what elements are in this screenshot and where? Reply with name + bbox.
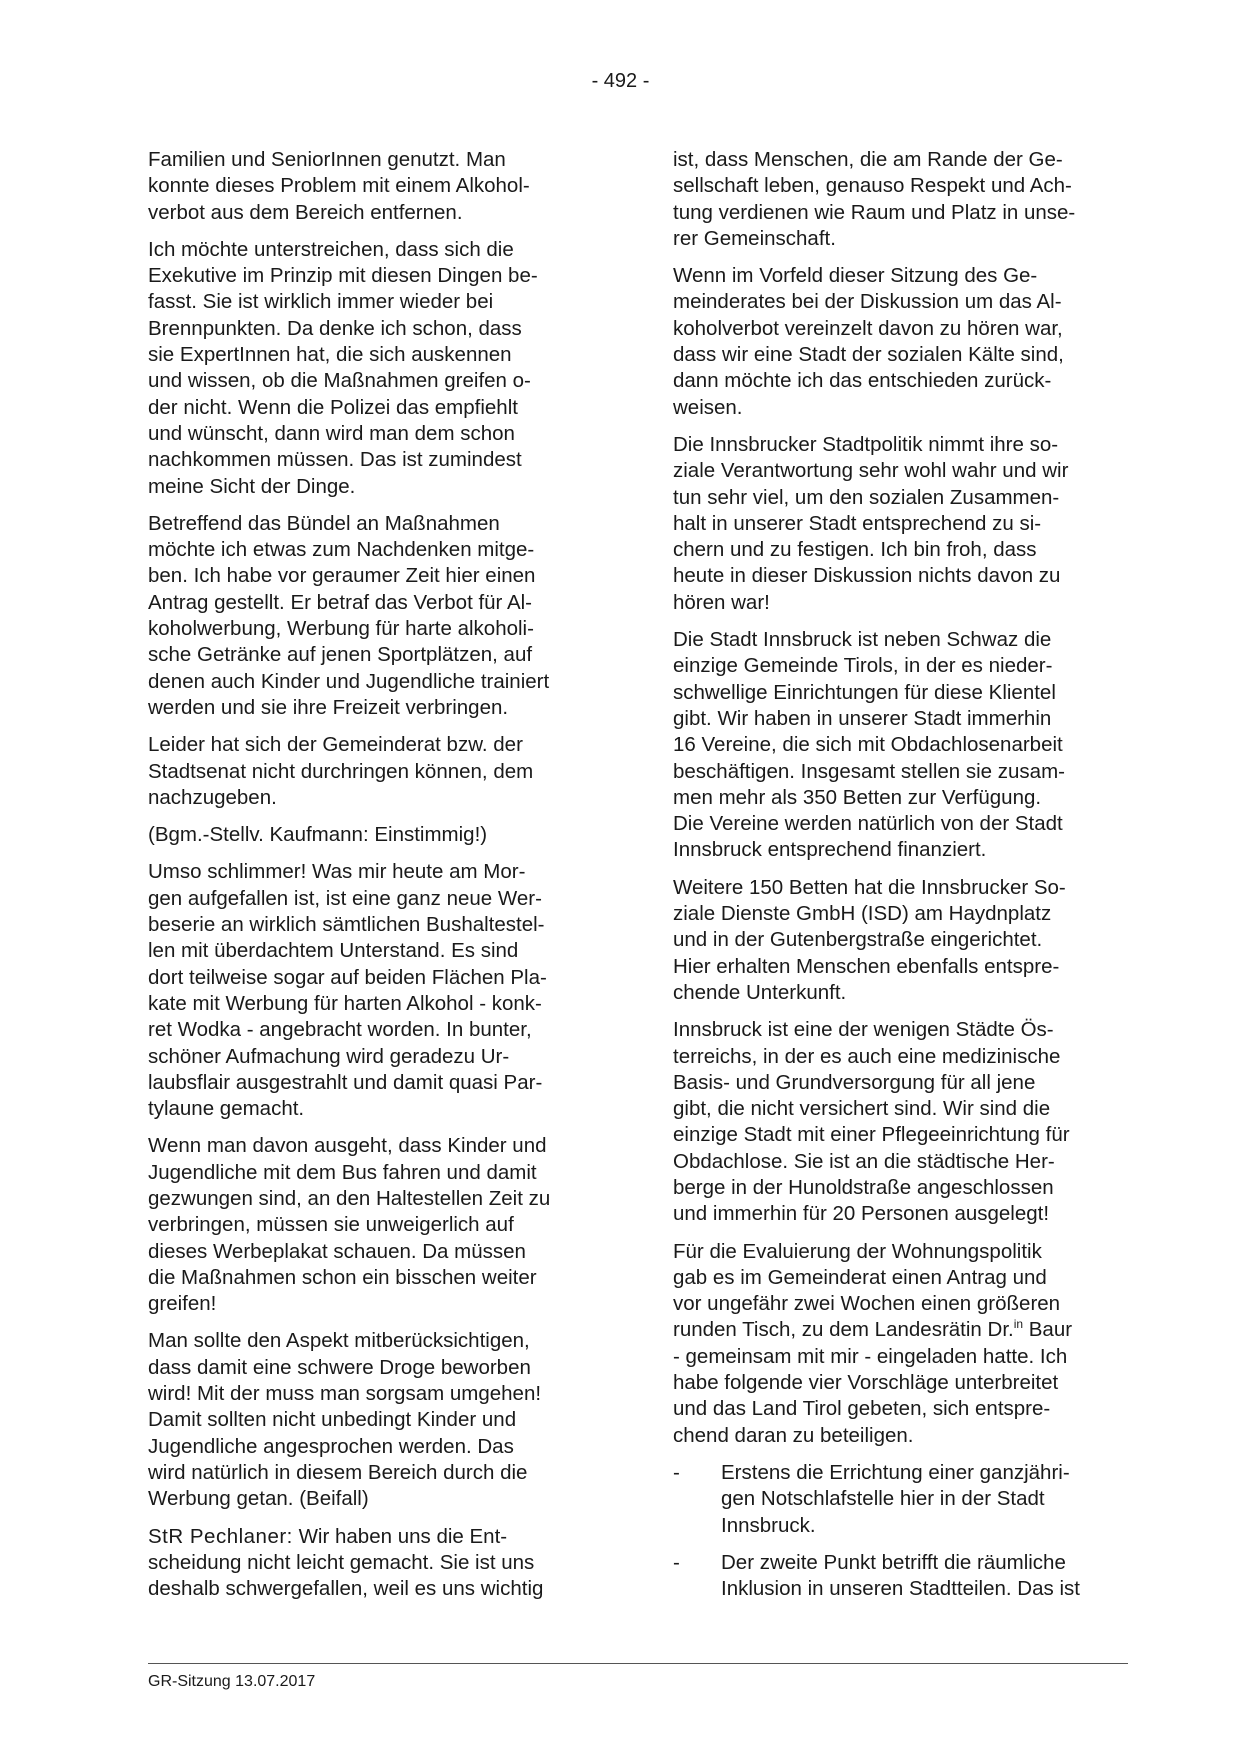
text-line: gibt, die nicht versichert sind. Wir sind die xyxy=(673,1097,1051,1121)
text-line: hören war! xyxy=(673,590,770,614)
text-line: Die Innsbrucker Stadtpolitik nimmt ihre so- xyxy=(673,432,1059,456)
text-line: konnte dieses Problem mit einem Alkohol- xyxy=(148,174,530,198)
text-line: Basis- und Grundversorgung für all jene xyxy=(673,1070,1036,1094)
text-line: Innsbruck entsprechend finanziert. xyxy=(673,838,987,862)
paragraph xyxy=(148,511,600,721)
text-line: greifen! xyxy=(148,1292,217,1316)
text-line: meine Sicht der Dinge. xyxy=(148,474,356,498)
text-line: dass damit eine schwere Droge beworben xyxy=(148,1355,531,1379)
text-line: len mit überdachtem Unterstand. Es sind xyxy=(148,939,519,963)
speaker-name: StR Pechlaner: xyxy=(148,1524,293,1548)
text-line: Obdachlose. Sie ist an die städtische Her- xyxy=(673,1149,1055,1173)
text-line: Familien und SeniorInnen genutzt. Man xyxy=(148,148,506,171)
text-line: Innsbruck. xyxy=(721,1513,816,1537)
text-line: men mehr als 350 Betten zur Verfügung. xyxy=(673,785,1042,809)
text-line: Der zweite Punkt betrifft die räumliche xyxy=(721,1550,1066,1574)
paragraph xyxy=(148,732,600,811)
text-line: halt in unserer Stadt entsprechend zu si- xyxy=(673,511,1042,535)
text-line: wird! Mit der muss man sorgsam umgehen! xyxy=(148,1382,542,1406)
paragraph xyxy=(673,875,1125,1006)
text-line: terreichs, in der es auch eine medizinische xyxy=(673,1044,1061,1068)
paragraph xyxy=(673,263,1125,421)
text-line: Für die Evaluierung der Wohnungspolitik xyxy=(673,1239,1042,1263)
paragraph xyxy=(148,147,600,226)
paragraph xyxy=(673,1017,1125,1227)
text-line: tung verdienen wie Raum und Platz in unse- xyxy=(673,200,1076,224)
text-line: Man sollte den Aspekt mitberücksichtigen, xyxy=(148,1329,530,1353)
text-line: Baur xyxy=(1023,1318,1073,1342)
text-line: koholwerbung, Werbung für harte alkoholi- xyxy=(148,617,534,641)
text-line: vor ungefähr zwei Wochen einen größeren xyxy=(673,1292,1061,1316)
list-item xyxy=(673,1550,1125,1603)
text-line: wird natürlich in diesem Bereich durch die xyxy=(148,1460,528,1484)
text-line: heute in dieser Diskussion nichts davon zu xyxy=(673,564,1061,588)
text-line: gab es im Gemeinderat einen Antrag und xyxy=(673,1265,1047,1289)
paragraph xyxy=(148,859,600,1122)
paragraph xyxy=(673,432,1125,616)
text-line: Leider hat sich der Gemeinderat bzw. der xyxy=(148,733,523,757)
text-line: Stadtsenat nicht durchringen können, dem xyxy=(148,759,534,783)
text-line: und immerhin für 20 Personen ausgelegt! xyxy=(673,1202,1050,1226)
text-line: Hier erhalten Menschen ebenfalls entspre- xyxy=(673,954,1060,978)
text-line: dass wir eine Stadt der sozialen Kälte sind, xyxy=(673,343,1064,367)
text-line: gen aufgefallen ist, ist eine ganz neue Wer- xyxy=(148,886,542,910)
text-line: scheidung nicht leicht gemacht. Sie ist uns xyxy=(148,1550,535,1574)
text-line: Damit sollten nicht unbedingt Kinder und xyxy=(148,1408,517,1432)
text-line: beschäftigen. Insgesamt stellen sie zusam- xyxy=(673,759,1065,783)
text-line: Jugendliche angesprochen werden. Das xyxy=(148,1434,514,1458)
text-line: tylaune gemacht. xyxy=(148,1097,305,1121)
text-line: die Maßnahmen schon ein bisschen weiter xyxy=(148,1265,537,1289)
text-line: nachzugeben. xyxy=(148,785,277,809)
right-column xyxy=(673,147,1125,1613)
text-line: Antrag gestellt. Er betraf das Verbot für Al- xyxy=(148,590,533,614)
bullet-dash: - xyxy=(673,1460,680,1484)
text-line: Wenn im Vorfeld dieser Sitzung des Ge- xyxy=(673,264,1038,288)
text-line: werden und sie ihre Freizeit verbringen. xyxy=(148,695,509,719)
text-line: chend daran zu beteiligen. xyxy=(673,1423,914,1447)
text-line: einzige Gemeinde Tirols, in der es nieder- xyxy=(673,654,1053,678)
text-line: Ich möchte unterstreichen, dass sich die xyxy=(148,237,514,261)
text-line: Weitere 150 Betten hat die Innsbrucker So- xyxy=(673,875,1066,899)
page-number: - 492 - xyxy=(591,70,650,92)
text-line: Brennpunkten. Da denke ich schon, dass xyxy=(148,316,522,340)
text-line: einzige Stadt mit einer Pflegeeinrichtung für xyxy=(673,1123,1070,1147)
left-column xyxy=(148,147,600,1613)
paragraph xyxy=(673,1239,1125,1449)
speaker-paragraph xyxy=(148,1524,600,1603)
paragraph xyxy=(673,147,1125,252)
text-line: kate mit Werbung für harten Alkohol - konk- xyxy=(148,991,542,1015)
text-line: weisen. xyxy=(673,395,743,419)
text-line: ist, dass Menschen, die am Rande der Ge- xyxy=(673,148,1063,171)
footer-text: GR-Sitzung 13.07.2017 xyxy=(148,1673,316,1690)
text-line: (Bgm.-Stellv. Kaufmann: Einstimmig!) xyxy=(148,823,488,847)
text-line: Betreffend das Bündel an Maßnahmen xyxy=(148,511,500,535)
text-line: dieses Werbeplakat schauen. Da müssen xyxy=(148,1239,526,1263)
text-line: gibt. Wir haben in unserer Stadt immerhin xyxy=(673,706,1052,730)
text-line: 16 Vereine, die sich mit Obdachlosenarbeit xyxy=(673,733,1063,757)
text-line: und wissen, ob die Maßnahmen greifen o- xyxy=(148,369,531,393)
paragraph xyxy=(148,237,600,500)
text-line: und das Land Tirol gebeten, sich entspre- xyxy=(673,1397,1051,1421)
paragraph xyxy=(673,627,1125,864)
text-line: rer Gemeinschaft. xyxy=(673,226,836,250)
text-line: Innsbruck ist eine der wenigen Städte Ös- xyxy=(673,1018,1054,1042)
superscript: in xyxy=(1013,1317,1024,1332)
text-line: koholverbot vereinzelt davon zu hören war, xyxy=(673,316,1063,340)
text-line: chende Unterkunft. xyxy=(673,980,847,1004)
text-line: ben. Ich habe vor geraumer Zeit hier einen xyxy=(148,564,536,588)
text-line: gezwungen sind, an den Haltestellen Zeit zu xyxy=(148,1186,551,1210)
text-line: dann möchte ich das entschieden zurück- xyxy=(673,369,1052,393)
text-line: verbringen, müssen sie unweigerlich auf xyxy=(148,1213,514,1237)
text-line: schöner Aufmachung wird geradezu Ur- xyxy=(148,1044,510,1068)
text-line: Die Stadt Innsbruck ist neben Schwaz die xyxy=(673,628,1052,652)
text-line: ziale Dienste GmbH (ISD) am Haydnplatz xyxy=(673,902,1052,926)
text-line: habe folgende vier Vorschläge unterbreitet xyxy=(673,1371,1059,1395)
text-line: denen auch Kinder und Jugendliche trainiert xyxy=(148,669,550,693)
text-line: ziale Verantwortung sehr wohl wahr und wir xyxy=(673,459,1069,483)
text-line: verbot aus dem Bereich entfernen. xyxy=(148,200,463,224)
bullet-dash: - xyxy=(673,1550,680,1574)
text-line: runden Tisch, zu dem Landesrätin Dr. xyxy=(673,1318,1014,1342)
text-line: und in der Gutenbergstraße eingerichtet. xyxy=(673,928,1043,952)
text-line: laubsflair ausgestrahlt und damit quasi Par- xyxy=(148,1070,543,1094)
list-item-text xyxy=(721,1460,1125,1539)
text-line: berge in der Hunoldstraße angeschlossen xyxy=(673,1175,1054,1199)
text-line: meinderates bei der Diskussion um das Al- xyxy=(673,290,1062,314)
text-line: sche Getränke auf jenen Sportplätzen, auf xyxy=(148,643,533,667)
footer-divider xyxy=(148,1663,1128,1664)
text-line: chern und zu festigen. Ich bin froh, dass xyxy=(673,538,1037,562)
list-item-text xyxy=(721,1550,1125,1603)
paragraph xyxy=(148,1133,600,1317)
text-line: sellschaft leben, genauso Respekt und Ach- xyxy=(673,174,1072,198)
text-line: Wenn man davon ausgeht, dass Kinder und xyxy=(148,1134,547,1158)
text-line: sie ExpertInnen hat, die sich auskennen xyxy=(148,343,512,367)
text-line: fasst. Sie ist wirklich immer wieder bei xyxy=(148,290,494,314)
text-line: ret Wodka - angebracht worden. In bunter, xyxy=(148,1018,532,1042)
text-line: Exekutive im Prinzip mit diesen Dingen be- xyxy=(148,264,538,288)
text-line: Erstens die Errichtung einer ganzjähri- xyxy=(721,1460,1070,1484)
paragraph xyxy=(148,1328,600,1512)
text-line: Jugendliche mit dem Bus fahren und damit xyxy=(148,1160,537,1184)
text-line: deshalb schwergefallen, weil es uns wichtig xyxy=(148,1577,544,1601)
text-line: schwellige Einrichtungen für diese Klientel xyxy=(673,680,1056,704)
list-item xyxy=(673,1460,1125,1539)
text-line: dort teilweise sogar auf beiden Flächen Pla- xyxy=(148,965,547,989)
text-line: Die Vereine werden natürlich von der Stadt xyxy=(673,812,1063,836)
text-line: der nicht. Wenn die Polizei das empfiehlt xyxy=(148,395,518,419)
text-line: und wünscht, dann wird man dem schon xyxy=(148,421,515,445)
text-line: Werbung getan. (Beifall) xyxy=(148,1487,369,1511)
text-line: gen Notschlafstelle hier in der Stadt xyxy=(721,1487,1045,1511)
text-line: beserie an wirklich sämtlichen Bushaltestel- xyxy=(148,913,545,937)
text-line: Wir haben uns die Ent- xyxy=(292,1524,508,1548)
text-line: - gemeinsam mit mir - eingeladen hatte. Ich xyxy=(673,1344,1068,1368)
text-line: Inklusion in unseren Stadtteilen. Das ist xyxy=(721,1577,1080,1601)
text-line: Umso schlimmer! Was mir heute am Mor- xyxy=(148,860,526,884)
text-line: möchte ich etwas zum Nachdenken mitge- xyxy=(148,538,535,562)
text-line: nachkommen müssen. Das ist zumindest xyxy=(148,448,522,472)
text-line: tun sehr viel, um den sozialen Zusammen- xyxy=(673,485,1060,509)
interjection xyxy=(148,822,600,848)
